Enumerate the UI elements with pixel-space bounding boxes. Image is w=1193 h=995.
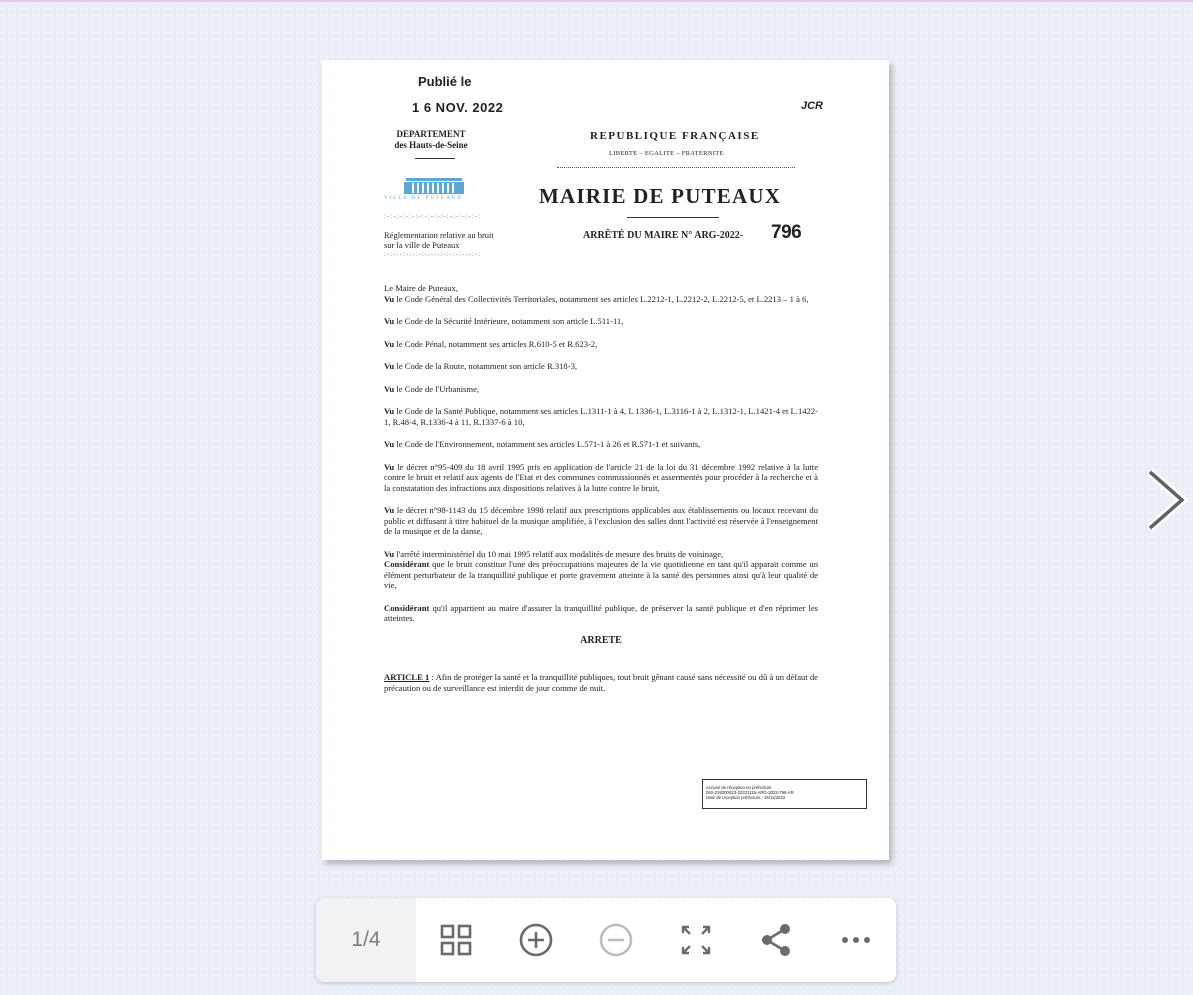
initials-signature: JCR — [800, 100, 823, 112]
prefecture-stamp — [702, 779, 867, 809]
zoom-out-button[interactable] — [576, 898, 656, 982]
grid-view-button[interactable] — [416, 898, 496, 982]
paragraph — [384, 283, 818, 304]
article-label: ARTICLE 1 — [384, 672, 430, 682]
vu-label: Vu — [384, 361, 395, 371]
mairie-heading: MAIRIE DE PUTEAUX — [539, 184, 782, 208]
reglementation-line1: Réglementation relative au bruit — [384, 230, 494, 240]
more-options-button[interactable] — [816, 898, 896, 982]
paragraph — [384, 462, 818, 494]
vu-label: Vu — [384, 461, 395, 472]
vu-text: le Code de la Route, notamment son article R.318-3, — [396, 361, 578, 371]
vu-text: le Code de la Sécurité Intérieure, notamment son article L.511-11, — [396, 316, 624, 326]
vu-text: l'arrêté interministériel du 10 mai 1995 relatif aux modalités de mesure des bruits de voisinage, — [396, 548, 724, 559]
fullscreen-button[interactable] — [656, 898, 736, 982]
vu-label: Vu — [384, 316, 395, 326]
fullscreen-icon — [679, 923, 713, 957]
divider — [627, 217, 719, 218]
grid-icon — [439, 923, 473, 957]
stamp-line: Accusé de réception en préfecture — [706, 785, 772, 790]
page-indicator: 1/4 — [316, 898, 416, 982]
vu-text: le Code Général des Collectivités Territoriales, notamment ses articles L.2212-1, L.2212-2, L.2212-5, et L.2213 – 1 à 6, — [396, 293, 809, 304]
dotted-separator: :-:-:-:-:-:-:-:-:-:-:-:-:-:-:-: — [384, 250, 482, 258]
vu-text: le Code de la Santé Publique, notamment ses articles L.1311-1 à 4, L 1336-1, L.3116-1 à 2, L.1312-1, L.1421-4 et L.1422-1, R.48-4, R.1336-4 à 11, R.1337-6 à 10, — [384, 406, 818, 427]
zoom-in-icon — [518, 922, 554, 958]
zoom-out-icon — [598, 922, 634, 958]
vu-label: Vu — [384, 406, 395, 416]
considerant-label: Considérant — [384, 602, 430, 613]
vu-text: le Code de l'Urbanisme, — [396, 383, 480, 394]
vu-label: Vu — [384, 293, 395, 304]
paragraph — [384, 384, 818, 395]
vu-label: Vu — [384, 338, 395, 349]
intro-text: Le Maire de Puteaux, — [384, 283, 458, 293]
handwritten-number: 796 — [771, 222, 802, 243]
department-line1: DEPARTEMENT — [396, 129, 466, 139]
motto: LIBERTE – EGALITE – FRATERNITE — [609, 150, 724, 157]
stamp-line: 092-219200623-20221115-ARG-2022-796-AR — [706, 790, 794, 795]
divider — [557, 167, 795, 168]
next-page-chevron-icon[interactable] — [1140, 466, 1193, 534]
vu-label: Vu — [384, 505, 395, 515]
vu-label: Vu — [384, 383, 395, 394]
reglementation-note — [384, 230, 494, 250]
document-page — [322, 60, 889, 860]
department-line2: des Hauts-de-Seine — [394, 140, 468, 150]
paragraph — [384, 339, 818, 350]
vu-text: le décret n°98-1143 du 15 décembre 1998 relatif aux prescriptions applicables aux établissements ou locaux recevant du public et diffusant à titre habituel de la musique amplifiée, à l'exclusion des salles dont l'activité est réservée à l'enseignement de la musique et de la danse, — [384, 505, 818, 536]
stamp-line: Date de réception préfecture : 16/11/2022 — [706, 795, 786, 800]
reglementation-line2: sur la ville de Puteaux — [384, 240, 460, 250]
share-button[interactable] — [736, 898, 816, 982]
zoom-in-button[interactable] — [496, 898, 576, 982]
divider — [415, 158, 455, 159]
paragraph — [384, 549, 818, 591]
arrete-number-title: ARRÊTÉ DU MAIRE N° ARG-2022- — [583, 230, 744, 241]
paragraph — [384, 439, 818, 450]
dotted-separator: :-:-:-:-:-:-:-:-:-:-:-:-:-:-:-: — [384, 212, 482, 220]
published-date: 1 6 NOV. 2022 — [412, 100, 504, 115]
considerant-text: que le bruit constitue l'une des préoccupations majeures de la vie quotidienne en tant qu'il apparait comme un élément perturbateur de la tranquillité publique et porte gravement atteinte à la santé des personnes ainsi qu'à leur qualité de vie, — [384, 559, 818, 590]
department-block — [382, 129, 480, 151]
paragraph — [384, 406, 818, 427]
republique-heading: REPUBLIQUE FRANÇAISE — [590, 130, 760, 142]
published-label: Publié le — [418, 74, 472, 89]
article-1 — [384, 672, 818, 693]
vu-label: Vu — [384, 439, 395, 449]
share-icon — [758, 922, 794, 958]
paragraph — [384, 505, 818, 537]
article-text: : Afin de protéger la santé et la tranquillité publiques, tout bruit gênant causé sans nécessité ou dû à un défaut de précaution ou de surveillance est interdit de jour comme de nuit. — [384, 672, 818, 693]
vu-text: le Code Pénal, notamment ses articles R.610-5 et R.623-2, — [396, 338, 598, 349]
document-body — [384, 283, 818, 705]
arrete-heading: ARRETE — [580, 634, 622, 646]
considerant-text: qu'il appartient au maire d'assurer la tranquillité publique, de préserver la santé publique et d'en réprimer les atteintes. — [384, 602, 818, 623]
considerant-label: Considérant — [384, 559, 430, 569]
vu-label: Vu — [384, 548, 395, 559]
vu-text: le décret n°95-409 du 18 avril 1995 pris en application de l'article 21 de la loi du 31 décembre 1992 relative à la lutte contre le bruit et relatif aux agents de l'Etat et des communes commissionnés et assermentés pour procéder à la recherche et à la constatation des infractions aux dispositions relatives à la lutte contre le bruit, — [384, 461, 819, 493]
vu-text: le Code de l'Environnement, notamment ses articles L.571-1 à 26 et R.571-1 et suivants, — [396, 439, 701, 449]
paragraph — [384, 603, 818, 624]
paragraph — [384, 361, 818, 372]
viewer-toolbar — [316, 898, 896, 982]
logo-caption: VILLE DE PUTEAUX — [384, 196, 463, 201]
paragraph — [384, 316, 818, 327]
more-icon — [841, 935, 871, 945]
